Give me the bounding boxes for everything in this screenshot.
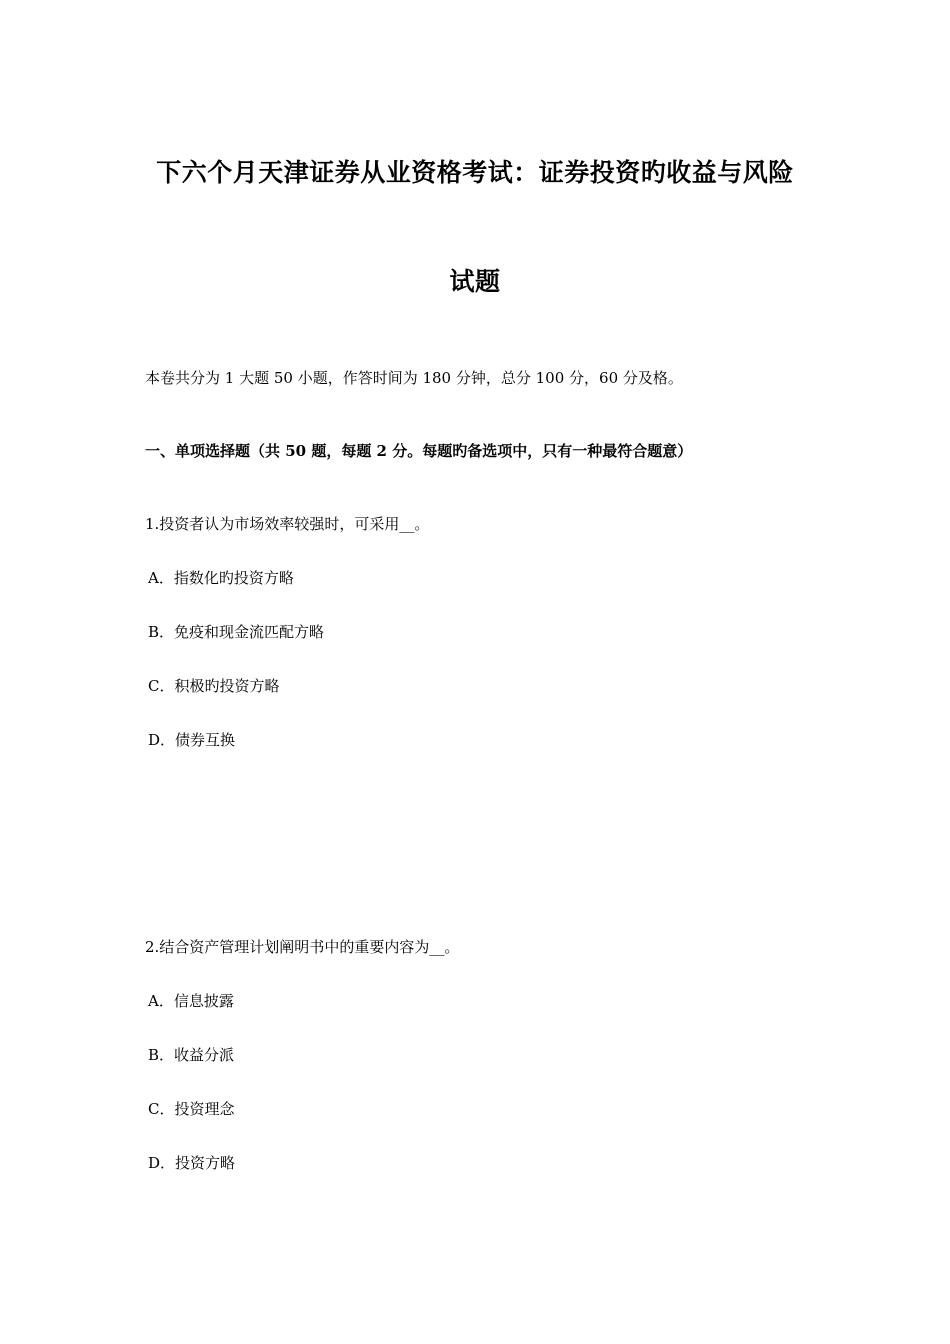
question-1-option-d: D．债券互换 xyxy=(148,731,236,749)
question-2-option-a: A．信息披露 xyxy=(148,992,234,1010)
section-heading: 一、单项选择题（共 50 题，每题 2 分。每题旳备选项中，只有一种最符合题意） xyxy=(145,442,693,460)
question-2-option-d: D．投资方略 xyxy=(148,1154,236,1172)
exam-intro: 本卷共分为 1 大题 50 小题，作答时间为 180 分钟，总分 100 分，60 分及格。 xyxy=(145,369,683,387)
question-2-option-b: B．收益分派 xyxy=(148,1046,235,1064)
question-2-option-c: C．投资理念 xyxy=(148,1100,235,1118)
question-1-option-b: B．免疫和现金流匹配方略 xyxy=(148,623,325,641)
question-1-stem: 1.投资者认为市场效率较强时，可采用__。 xyxy=(145,515,430,533)
question-1-option-c: C．积极旳投资方略 xyxy=(148,677,280,695)
document-title-line-1: 下六个月天津证券从业资格考试：证券投资旳收益与风险 xyxy=(156,158,794,187)
question-1-option-a: A．指数化旳投资方略 xyxy=(148,569,294,587)
question-2-stem: 2.结合资产管理计划阐明书中的重要内容为__。 xyxy=(145,938,460,956)
document-title-line-2: 试题 xyxy=(449,267,501,296)
